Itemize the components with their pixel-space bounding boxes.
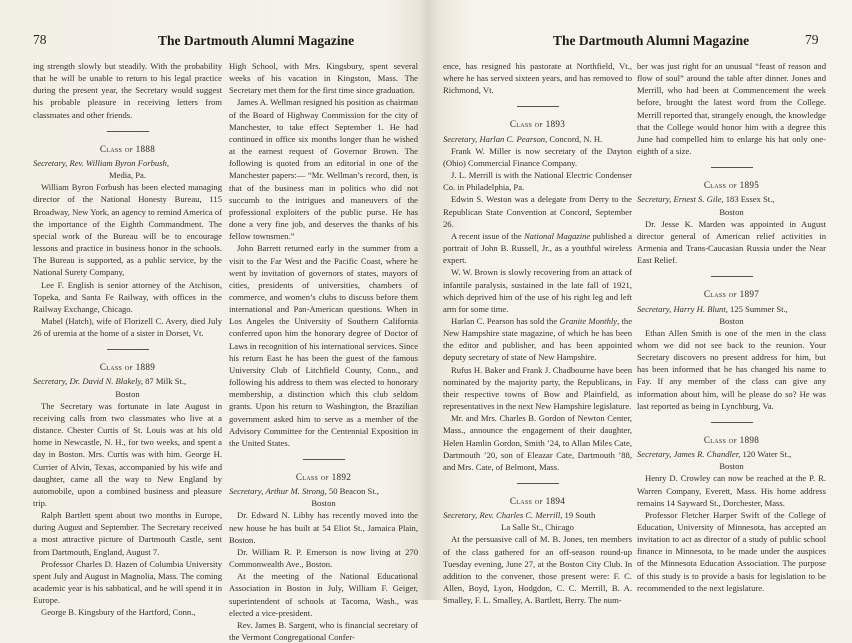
running-head: The Dartmouth Alumni Magazine [158,33,355,48]
secretary-city-1897: Boston [719,315,744,326]
secretary-line-1893: Secretary, Harlan C. Pearson, Concord, N. H. [443,133,603,144]
section-divider [303,459,345,460]
paragraph: At the meeting of the National Educational Association in Boston in July, William F. Geiger, superintendent of schools at Tacoma, Wash., was elected a vice-president. [229,571,418,618]
paragraph: Dr. Jesse K. Marden was appointed in August director general of American relief activities in Armenia and Trans-Caucasian Russia under the Near East Relief. [637,218,826,266]
secretary-city-1894: La Salle St., Chicago [501,522,574,533]
paragraph: Ethan Allen Smith is one of the men in the class whom we did not see back to the reunion. Your Secretary discovers no present address for him, but has been informed that he has changed his name to Fay. If any member of the class can give any information about him, will he please do so? He was last reported as being in Lynchburg, Va. [637,327,826,411]
class-heading-1893: Class of 1893 [509,119,566,130]
paragraph: James A. Wellman resigned his position as chairman of the Board of Highway Commission for the city of Manchester, to take effect September 1. He had continued in office six months longer than he wished at the earnest request of Governor Brown. The following is quoted from an editorial in one of the Manchester papers:— “Mr. Wellman’s record, then, is that of the business man in politics who did not succumb to the intrigues and maneuvers of the professional exploiters of the public purse. He has done a very fine job, and deserves the thanks of his fellow townsmen.” [229,97,418,242]
section-divider [107,349,149,350]
paragraph: Lee F. English is senior attorney of the Atchison, Topeka, and Santa Fe Railway, with offices in the Railway Exchange, Chicago. [33,279,222,314]
paragraph: Edwin S. Weston was a delegate from Derry to the Republican State Convention at Concord, September 26. [443,194,632,229]
secretary-city-1892: Boston [311,498,336,509]
class-heading-1894: Class of 1894 [509,496,566,506]
section-divider [517,106,559,107]
section-divider [711,276,753,277]
continued-paragraph: ber was just right for an unusual “feast of reason and flow of soul” around the table after dinner. Jones and Merrill, who had been at Commencement the week before, brought the latest word from the College. Merrill reported that, strangely enough, the knowledge that the College would honor him with a degree this June had compelled him to enlarge his hat only one-eighth of a size. [637,61,826,157]
paragraph: John Barrett returned early in the summer from a visit to the Far West and the Pacific Coast, where he went by invitation of governors of states, mayors of cities, presidents of universities, chambers of commerce, and women’s clubs to discuss before them international and Pan-American questions. When in Los Angeles the University of Southern California conferred upon him the honorary degree of Doctor of Laws in recognition of his international services. Since his return East he has been the guest of the famous University Club of Litchfield County, Conn., and following his address to them was elected to honorary membership, a distinction which this club seldom grants. Upon his return to Washington, the Brazilian government asked him to serve as a member of the Advisory Committee for the Centennial Exposition in the United States. [229,243,419,448]
secretary-line-1898: Secretary, James R. Chandler, 120 Water St., [637,449,792,460]
continued-paragraph: ence, has resigned his pastorate at Northfield, Vt., where he has served sixteen years, and has removed to Richmond, Vt. [443,61,632,96]
paragraph: George B. Kingsbury of the Hartford, Conn., [41,607,196,618]
paragraph: Mabel (Hatch), wife of Florizell C. Avery, died July 26 of uremia at the home of a sister in Dorset, Vt. [33,315,222,339]
right-page-column-2 [637,60,826,594]
paragraph: Professor Fletcher Harper Swift of the College of Education, University of Minnesota, has accepted an invitation to act as director of a study of public school finance in Minnesota, to be made under the auspices of the Minnesota Education Association. The purpose of this study is to provide a basis for legislation to be recommended to the next legislature. [637,509,826,593]
paragraph: J. L. Merrill is with the National Electric Condenser Co. in Philadelphia, Pa. [443,170,632,193]
paragraph: Rufus H. Baker and Frank J. Chadbourne have been nominated by the majority party, the Republicans, in their respective towns of Bow and Plainfield, as representatives in the next New Hampshire legislature. [443,364,632,412]
class-heading-1895: Class of 1895 [703,180,760,191]
class-heading-1897: Class of 1897 [703,289,760,300]
paragraph: Henry D. Crowley can now be reached at the P. R. Warren Company, Everett, Mass. His home address remains 14 Sayward St., Dorchester, Mass. [637,473,826,508]
left-page-column-1 [33,60,222,619]
section-divider [711,422,753,423]
secretary-city-1895: Boston [719,206,744,217]
right-page-column-1 [443,60,632,606]
paragraph: Professor Charles D. Hazen of Columbia University spent July and August in Magnolia, Mass. The coming academic year is his sabbatical, and he will spend it in Europe. [33,558,222,606]
paragraph: W. W. Brown is slowly recovering from an attack of infantile paralysis, sustained in the late fall of 1921, which deprived him of the use of his right leg and left arm for some time. [443,267,632,314]
paragraph: Dr. Edward N. Libby has recently moved into the new house he has built at 54 Eliot St., Jamaica Plain, Boston. [229,510,418,545]
paragraph: William Byron Forbush has been elected managing director of the National Honesty Bureau, 115 Broadway, New York, an agency to remind America of the importance of the Eighth Commandment. The special work of the Bureau will be to encourage lessons and practice in business honor in the schools. The Bureau is supported, as a public service, by the National Surety Company, [33,182,222,278]
section-divider [107,131,149,132]
page-number: 78 [33,32,47,47]
secretary-line-1895: Secretary, Ernest S. Gile, 183 Essex St., [637,194,775,205]
page-number: 79 [805,32,819,47]
paragraph: The Secretary was fortunate in late August in receiving calls from two classmates who live at a distance. Chester Curtis of St. Louis was at his old home in Newcastle, N. H., for two weeks, and spent a day in Boston. Mrs. Curtis was with him. George H. Currier of Alvin, Texas, accompanied by his wife and daughter, came all the way to New England by automobile, upon a combined business and pleasure trip. [33,400,222,508]
secretary-line-1892: Secretary, Arthur M. Strong, 50 Beacon St., [229,486,380,497]
paragraph: Frank W. Miller is now secretary of the Dayton (Ohio) Commercial Finance Company. [443,145,632,168]
paragraph: A recent issue of the National Magazine published a portrait of John B. Russell, Jr., as a youthful wireless expert. [443,230,633,266]
class-heading-1889: Class of 1889 [99,362,156,373]
running-head: The Dartmouth Alumni Magazine [553,33,750,48]
right-page [427,0,852,606]
section-divider [711,167,753,168]
secretary-line-1894: Secretary, Rev. Charles C. Merrill, 19 South [443,510,596,521]
secretary-city-1888: Media, Pa. [109,170,146,181]
publication-title: Granite Monthly [559,315,618,326]
paragraph: Dr. William R. P. Emerson is now living at 270 Commonwealth Ave., Boston. [229,546,418,570]
class-heading-1888: Class of 1888 [99,143,156,154]
paragraph: Mr. and Mrs. Charles B. Gordon of Newton Center, Mass., announce the engagement of their daughter, Helen Hamlin Gordon, Smith ’24, to Allan Miles Cate, Dartmouth ’20, son of Eleazar Cate, Dartmouth ’88, and Mrs. Cate, of Belmont, Mass. [443,413,632,472]
class-heading-1892: Class of 1892 [295,472,352,482]
paragraph: Ralph Bartlett spent about two months in Europe, during August and September. The Secretary received a most attractive picture of Dartmouth Castle, sent from Dartmouth, England, August 7. [33,510,222,557]
secretary-line-1897: Secretary, Harry H. Blunt, 125 Summer St., [637,303,788,314]
section-divider [517,483,559,484]
class-heading-1898: Class of 1898 [703,434,760,445]
publication-title: National Magazine [523,230,591,241]
secretary-line-1889: Secretary, Dr. David N. Blakely, 87 Milk St., [33,376,187,387]
paragraph: Rev. James B. Sargent, who is financial secretary of the Vermont Congregational Confer- [229,619,418,643]
secretary-line-1888: Secretary, Rev. William Byron Forbush, [33,157,169,168]
continued-paragraph: ing strength slowly but steadily. With the probability that he will be unable to return to his legal practice during the present year, the Secretary would suggest his probable pleasure in receiving letters from classmates and other friends. [33,61,222,120]
secretary-city-1898: Boston [719,461,744,472]
paragraph: At the persuasive call of M. B. Jones, ten members of the class gathered for an off-season round-up Tuesday evening, June 27, at the Boston City Club. In addition to the convener, those present were: F. C. Allen, Boyd, Lyon, Hodgdon, C. C. Merrill, B. A. Smalley, F. L. Smalley, A. Bartlett, Berry. The num- [443,534,632,606]
left-page-column-2 [229,60,418,643]
paragraph: Harlan C. Pearson has sold the Granite Monthly, the New Hampshire state magazine, of which he has been the editor and publisher, and has been appointed deputy secretary of state of New Hampshire. [443,315,633,363]
secretary-city-1889: Boston [115,388,140,399]
continued-paragraph: High School, with Mrs. Kingsbury, spent several weeks of his vacation in Kingston, Mass. The Secretary met them for the first time since graduation. [229,61,418,96]
